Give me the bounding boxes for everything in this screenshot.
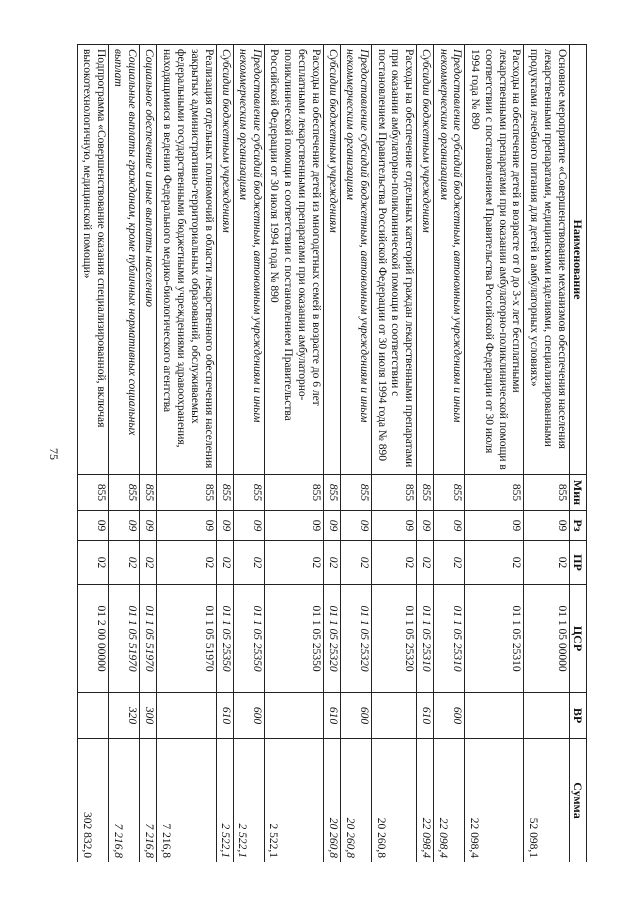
row-csr: 01 2 00 00000 bbox=[78, 585, 109, 693]
row-min: 855 bbox=[524, 475, 569, 511]
row-name: Основное мероприятие «Совершенствование механизмов обеспечения населения лекарственными препаратами, медицинскими изделиями, специализированными продуктами лечебного питания для детей в амбулаторных условиях» bbox=[524, 45, 569, 475]
row-vr: 600 bbox=[340, 693, 371, 739]
row-csr: 01 1 05 25350 bbox=[216, 585, 233, 693]
row-name: Социальные выплаты гражданам, кроме публичных нормативных социальных выплат bbox=[109, 45, 140, 475]
row-pr: 02 bbox=[78, 541, 109, 585]
row-sum: 20 260,8 bbox=[372, 739, 417, 863]
row-name: Субсидии бюджетным учреждениям bbox=[323, 45, 340, 475]
table-row bbox=[372, 45, 417, 863]
header-sum: Сумма bbox=[569, 739, 586, 863]
header-min: Мин bbox=[569, 475, 586, 511]
row-sum: 7 216,8 bbox=[109, 739, 140, 863]
row-rz: 09 bbox=[323, 511, 340, 541]
row-pr: 02 bbox=[157, 541, 216, 585]
row-min: 855 bbox=[78, 475, 109, 511]
table-header-row bbox=[569, 45, 586, 863]
row-rz: 09 bbox=[340, 511, 371, 541]
table-row bbox=[434, 45, 465, 863]
row-pr: 02 bbox=[417, 541, 434, 585]
table-row bbox=[157, 45, 216, 863]
row-name: Субсидии бюджетным учреждениям bbox=[216, 45, 233, 475]
row-min: 855 bbox=[140, 475, 157, 511]
table-row bbox=[109, 45, 140, 863]
row-csr: 01 1 05 51970 bbox=[157, 585, 216, 693]
row-sum: 7 216,8 bbox=[140, 739, 157, 863]
row-rz: 09 bbox=[78, 511, 109, 541]
row-sum: 7 216,8 bbox=[157, 739, 216, 863]
row-pr: 02 bbox=[372, 541, 417, 585]
row-sum: 22 098,4 bbox=[417, 739, 434, 863]
row-name: Расходы на обеспечение отдельных категорий граждан лекарственными препаратами при оказании амбулаторно-поликлинической помощи в соответствии с постановлением Правительства Российской Федерации от 30 июля 1994 года № 890 bbox=[372, 45, 417, 475]
header-pr: ПР bbox=[569, 541, 586, 585]
row-vr: 600 bbox=[434, 693, 465, 739]
header-rz: Рз bbox=[569, 511, 586, 541]
row-name: Субсидии бюджетным учреждениям bbox=[417, 45, 434, 475]
row-pr: 02 bbox=[233, 541, 264, 585]
row-vr: 320 bbox=[109, 693, 140, 739]
table-row bbox=[524, 45, 569, 863]
row-pr: 02 bbox=[434, 541, 465, 585]
row-rz: 09 bbox=[372, 511, 417, 541]
row-name: Предоставление субсидий бюджетным, автономным учреждениям и иным некоммерческим организациям bbox=[340, 45, 371, 475]
row-sum: 20 260,8 bbox=[340, 739, 371, 863]
row-min: 855 bbox=[417, 475, 434, 511]
row-csr: 01 1 05 51970 bbox=[140, 585, 157, 693]
row-rz: 09 bbox=[264, 511, 323, 541]
row-csr: 01 1 05 25350 bbox=[264, 585, 323, 693]
row-sum: 22 098,4 bbox=[465, 739, 524, 863]
row-vr: 610 bbox=[216, 693, 233, 739]
row-vr: 300 bbox=[140, 693, 157, 739]
row-sum: 52 098,1 bbox=[524, 739, 569, 863]
row-name: Реализация отдельных полномочий в области лекарственного обеспечения населения закрытых административно-территориальных образований, обслуживаемых федеральными государственными бюджетными учреждениями здравоохранения, находящимися в ведении Федерального медико-биологического агентства bbox=[157, 45, 216, 475]
row-vr: 610 bbox=[323, 693, 340, 739]
row-csr: 01 1 05 25320 bbox=[323, 585, 340, 693]
table-row bbox=[340, 45, 371, 863]
row-name: Расходы на обеспечение детей в возрасте от 0 до 3-х лет бесплатными лекарственными препаратами при оказании амбулаторно-поликлинической помощи в соответствии с постановлением Правительства Российской Федерации от 30 июля 1994 года № 890 bbox=[465, 45, 524, 475]
row-name: Социальное обеспечение и иные выплаты населению bbox=[140, 45, 157, 475]
row-min: 855 bbox=[233, 475, 264, 511]
row-sum: 20 260,8 bbox=[323, 739, 340, 863]
row-rz: 09 bbox=[524, 511, 569, 541]
row-pr: 02 bbox=[524, 541, 569, 585]
row-rz: 09 bbox=[140, 511, 157, 541]
row-sum: 302 832,0 bbox=[78, 739, 109, 863]
row-pr: 02 bbox=[465, 541, 524, 585]
row-csr: 01 1 05 25310 bbox=[465, 585, 524, 693]
row-rz: 09 bbox=[417, 511, 434, 541]
row-name: Предоставление субсидий бюджетным, автономным учреждениям и иным некоммерческим организациям bbox=[233, 45, 264, 475]
row-sum: 2 522,1 bbox=[216, 739, 233, 863]
row-name: Расходы на обеспечение детей из многодетных семей в возрасте до 6 лет бесплатными лекарственными препаратами при оказании амбулаторно-поликлинической помощи в соответствии с постановлением Правительства Российской Федерации от 30 июля 1994 года № 890 bbox=[264, 45, 323, 475]
row-pr: 02 bbox=[264, 541, 323, 585]
row-min: 855 bbox=[216, 475, 233, 511]
row-min: 855 bbox=[157, 475, 216, 511]
row-name: Предоставление субсидий бюджетным, автономным учреждениям и иным некоммерческим организациям bbox=[434, 45, 465, 475]
row-vr bbox=[157, 693, 216, 739]
row-vr: 610 bbox=[417, 693, 434, 739]
table-row bbox=[78, 45, 109, 863]
row-rz: 09 bbox=[216, 511, 233, 541]
row-rz: 09 bbox=[233, 511, 264, 541]
row-csr: 01 1 05 25310 bbox=[417, 585, 434, 693]
table-row bbox=[323, 45, 340, 863]
row-rz: 09 bbox=[157, 511, 216, 541]
row-vr bbox=[264, 693, 323, 739]
row-pr: 02 bbox=[340, 541, 371, 585]
table-container bbox=[77, 44, 587, 862]
row-pr: 02 bbox=[216, 541, 233, 585]
row-vr bbox=[465, 693, 524, 739]
row-csr: 01 1 05 25320 bbox=[372, 585, 417, 693]
header-csr: ЦСР bbox=[569, 585, 586, 693]
row-sum: 2 522,1 bbox=[233, 739, 264, 863]
row-vr: 600 bbox=[233, 693, 264, 739]
table-row bbox=[216, 45, 233, 863]
row-min: 855 bbox=[340, 475, 371, 511]
table-row bbox=[233, 45, 264, 863]
row-pr: 02 bbox=[109, 541, 140, 585]
row-csr: 01 1 05 25350 bbox=[233, 585, 264, 693]
row-sum: 22 098,4 bbox=[434, 739, 465, 863]
table-row bbox=[465, 45, 524, 863]
row-min: 855 bbox=[372, 475, 417, 511]
table-row bbox=[140, 45, 157, 863]
row-vr bbox=[78, 693, 109, 739]
row-pr: 02 bbox=[140, 541, 157, 585]
header-vr: ВР bbox=[569, 693, 586, 739]
row-min: 855 bbox=[264, 475, 323, 511]
row-csr: 01 1 05 25320 bbox=[340, 585, 371, 693]
row-csr: 01 1 05 00000 bbox=[524, 585, 569, 693]
row-rz: 09 bbox=[109, 511, 140, 541]
row-csr: 01 1 05 25310 bbox=[434, 585, 465, 693]
row-vr bbox=[372, 693, 417, 739]
rotated-table-frame bbox=[77, 44, 587, 862]
header-name: Наименование bbox=[569, 45, 586, 475]
table-row bbox=[417, 45, 434, 863]
row-min: 855 bbox=[434, 475, 465, 511]
row-csr: 01 1 05 51970 bbox=[109, 585, 140, 693]
page-number: 75 bbox=[47, 448, 61, 460]
row-sum: 2 522,1 bbox=[264, 739, 323, 863]
row-min: 855 bbox=[323, 475, 340, 511]
row-rz: 09 bbox=[465, 511, 524, 541]
row-pr: 02 bbox=[323, 541, 340, 585]
row-rz: 09 bbox=[434, 511, 465, 541]
row-min: 855 bbox=[465, 475, 524, 511]
row-vr bbox=[524, 693, 569, 739]
row-min: 855 bbox=[109, 475, 140, 511]
table-row bbox=[264, 45, 323, 863]
row-name: Подпрограмма «Совершенствование оказания специализированной, включая высокотехнологичную, медицинской помощи» bbox=[78, 45, 109, 475]
budget-table bbox=[77, 44, 587, 862]
